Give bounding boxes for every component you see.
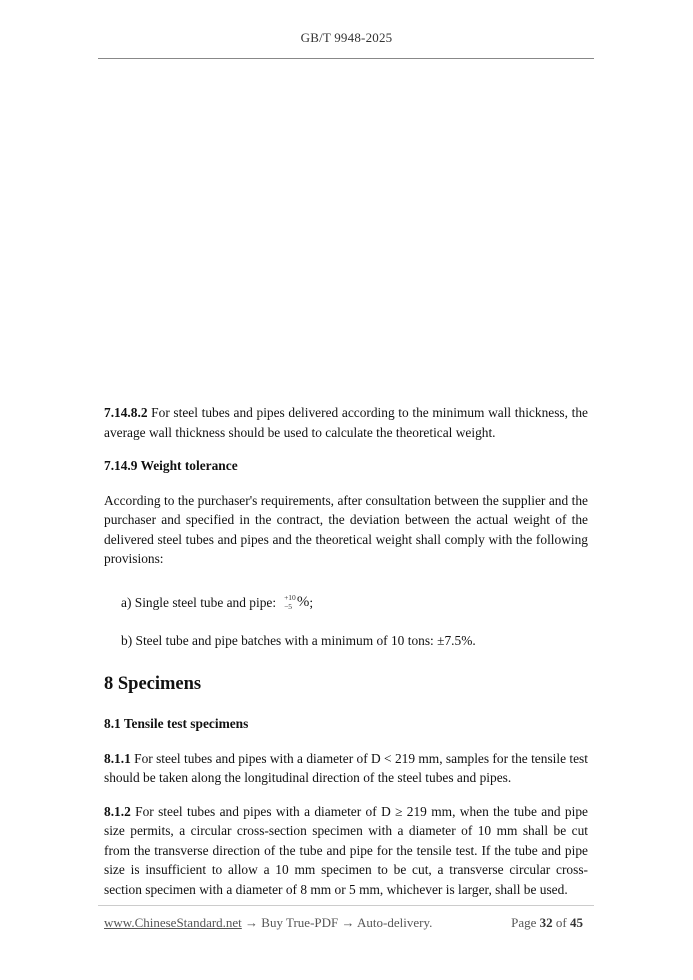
page-header: GB/T 9948-2025 — [300, 30, 393, 45]
page-content — [104, 403, 588, 913]
page-label: Page — [511, 915, 537, 930]
clause-text: For steel tubes and pipes with a diameter of D ≥ 219 mm, when the tube and pipe size permits, a circular cross-section specimen with a diameter of 10 mm shall be cut from the transverse direction of the tube and pipe for the tensile test. If the tube and pipe size is insufficient to allow a 10 mm specimen to be cut, a transverse circular cross-section specimen with a diameter of 8 mm or 5 mm, whichever is larger, shall be used. — [104, 803, 588, 897]
clause-number: 8.1.2 — [104, 803, 131, 819]
clause-7-14-8-2 — [104, 403, 588, 442]
clause-7-14-9-text: According to the purchaser's requirements, after consultation between the supplier and the purchaser and specified in the contract, the deviation between the actual weight of the delivered steel tubes and pipes and the theoretical weight shall comply with the following provisions: — [104, 492, 588, 566]
page-indicator — [511, 915, 583, 931]
list-item-a-end: ; — [309, 594, 314, 610]
tolerance-stack — [284, 594, 296, 611]
of-label: of — [555, 915, 567, 930]
weight-tolerance — [284, 593, 313, 613]
site-link[interactable]: www.ChineseStandard.net — [104, 915, 242, 930]
header-divider — [98, 58, 594, 59]
footer-promo — [104, 915, 432, 931]
tolerance-lower: −5 — [284, 601, 293, 611]
clause-number: 7.14.8.2 — [104, 405, 148, 420]
list-item-b: b) Steel tube and pipe batches with a minimum of 10 tons: ±7.5%. — [121, 632, 476, 648]
heading-8-1: 8.1 Tensile test specimens — [104, 716, 249, 731]
heading-7-14-9: 7.14.9 Weight tolerance — [104, 458, 238, 473]
clause-number: 8.1.1 — [104, 750, 131, 766]
footer-divider — [98, 905, 594, 906]
list-item-a — [121, 591, 588, 615]
heading-8: 8 Specimens — [104, 674, 202, 694]
current-page: 32 — [539, 915, 553, 930]
tolerance-upper: +10 — [284, 593, 296, 602]
clause-text: For steel tubes and pipes delivered according to the minimum wall thickness, the average wall thickness should be used to calculate the theoretical weight. — [104, 405, 588, 440]
tolerance-unit: % — [296, 593, 310, 610]
clause-8-1-2 — [104, 802, 588, 900]
clause-8-1-1 — [104, 749, 588, 788]
clause-text: For steel tubes and pipes with a diameter of D < 219 mm, samples for the tensile test should be taken along the longitudinal direction of the steel tubes and pipes. — [104, 750, 588, 785]
total-pages: 45 — [570, 915, 583, 930]
footer-promo-text: → Buy True-PDF → Auto-delivery. — [241, 915, 433, 930]
list-item-a-text: a) Single steel tube and pipe: — [121, 594, 277, 610]
